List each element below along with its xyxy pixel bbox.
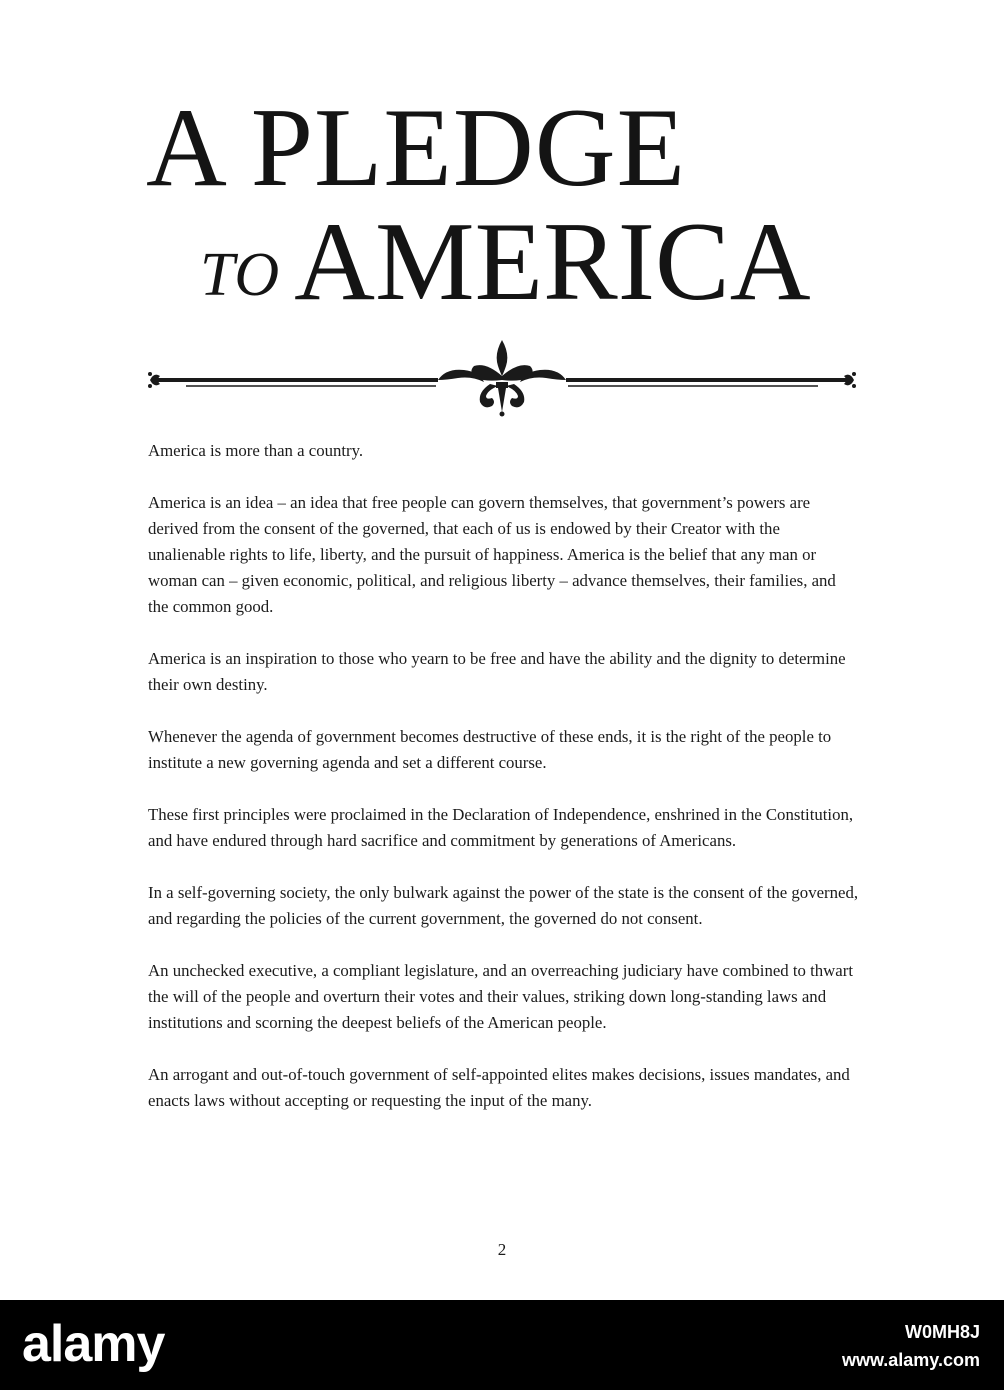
image-id: W0MH8J xyxy=(904,1322,980,1342)
alamy-logo: alamy xyxy=(22,1315,165,1373)
paragraph: In a self-governing society, the only bulwark against the power of the state is the consent of the governed, and regarding the policies of the current government, the governed do not consent. xyxy=(148,883,859,928)
paragraph: America is more than a country. xyxy=(148,441,364,460)
title-line-2 xyxy=(200,200,811,335)
paragraph: America is an inspiration to those who yearn to be free and have the ability and the dignity to determine their own destiny. xyxy=(148,649,846,694)
paragraph: An unchecked executive, a compliant legislature, and an overreaching judiciary have combined to thwart the will of the people and overturn their votes and their values, striking down long-standing laws and institutions and scorning the deepest beliefs of the American people. xyxy=(148,961,854,1032)
paragraph: An arrogant and out-of-touch government of self-appointed elites makes decisions, issues mandates, and enacts laws without accepting or requesting the input of the many. xyxy=(148,1065,850,1110)
watermark-footer xyxy=(0,1300,1004,1390)
ornamental-divider-icon xyxy=(146,336,858,418)
body-text xyxy=(148,438,860,1140)
paragraph: America is an idea – an idea that free people can govern themselves, that government’s powers are derived from the consent of the governed, that each of us is endowed by their Creator with the unalienable rights to life, liberty, and the pursuit of happiness. America is the belief that any man or woman can – given economic, political, and religious liberty – advance themselves, their families, and the common good. xyxy=(148,493,836,616)
title-america: AMERICA xyxy=(294,200,811,324)
page-number: 2 xyxy=(497,1240,507,1259)
title-line-1: A PLEDGE xyxy=(146,86,686,210)
paragraph: Whenever the agenda of government becomes destructive of these ends, it is the right of the people to institute a new governing agenda and set a different course. xyxy=(148,727,832,772)
title-to: TO xyxy=(200,241,281,309)
paragraph: These first principles were proclaimed in the Declaration of Independence, enshrined in the Constitution, and have endured through hard sacrifice and commitment by generations of Americans. xyxy=(148,805,854,850)
watermark-url: www.alamy.com xyxy=(841,1350,980,1370)
